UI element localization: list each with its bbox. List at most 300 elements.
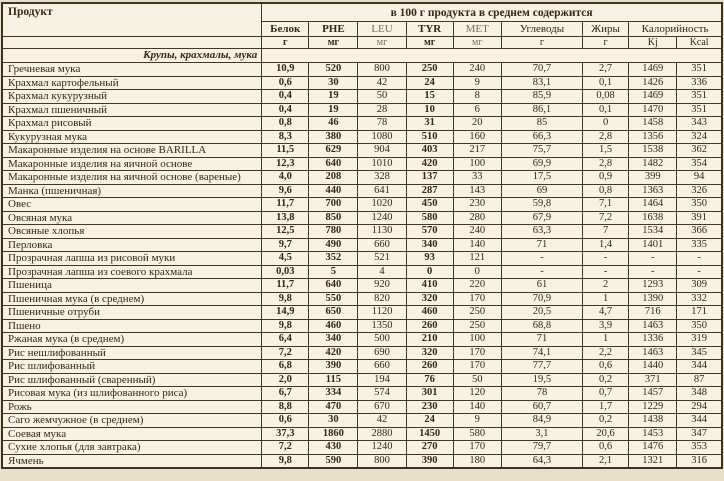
kj-cell: 1363: [629, 184, 677, 198]
kcal-cell: 362: [677, 144, 722, 158]
kj-cell: 1538: [629, 144, 677, 158]
column-header-phe: PHE: [309, 22, 358, 37]
product-name-cell: Макаронные изделия на основе BARILLA: [2, 144, 262, 158]
protein-cell: 7,2: [262, 346, 309, 360]
fats-cell: 0,6: [583, 360, 629, 374]
product-name-cell: Рожь: [2, 400, 262, 414]
nutrition-table: [1, 2, 723, 469]
leu-cell: 521: [358, 252, 406, 266]
tyr-cell: 250: [406, 63, 453, 77]
leu-cell: 328: [358, 171, 406, 185]
carbs-cell: 67,9: [501, 211, 582, 225]
kj-cell: 1390: [629, 292, 677, 306]
kj-cell: 1321: [629, 454, 677, 468]
leu-cell: 4: [358, 265, 406, 279]
product-name-cell: Перловка: [2, 238, 262, 252]
table-row: [2, 117, 722, 131]
kj-cell: 399: [629, 171, 677, 185]
carbs-cell: 19,5: [501, 373, 582, 387]
kcal-cell: 391: [677, 211, 722, 225]
table-row: [2, 76, 722, 90]
phe-cell: 1860: [309, 427, 358, 441]
product-name-cell: Пшеница: [2, 279, 262, 293]
kj-cell: 1336: [629, 333, 677, 347]
kj-cell: 1293: [629, 279, 677, 293]
table-header: [2, 3, 722, 63]
kj-cell: 1453: [629, 427, 677, 441]
kcal-cell: 350: [677, 319, 722, 333]
kcal-cell: 316: [677, 454, 722, 468]
product-name-cell: Пшеничная мука (в среднем): [2, 292, 262, 306]
tyr-cell: 260: [406, 360, 453, 374]
carbs-cell: 3,1: [501, 427, 582, 441]
table-row: [2, 279, 722, 293]
carbs-cell: 85: [501, 117, 582, 131]
tyr-cell: 24: [406, 414, 453, 428]
kcal-cell: 335: [677, 238, 722, 252]
table-row: [2, 427, 722, 441]
product-name-cell: Кукурузная мука: [2, 130, 262, 144]
carbs-cell: 86,1: [501, 103, 582, 117]
leu-cell: 1080: [358, 130, 406, 144]
carbs-cell: 17,5: [501, 171, 582, 185]
leu-cell: 2880: [358, 427, 406, 441]
carbs-cell: 85,9: [501, 90, 582, 104]
met-cell: 220: [453, 279, 501, 293]
table-row: [2, 306, 722, 320]
kcal-cell: 344: [677, 414, 722, 428]
product-column-header: Продукт: [2, 3, 262, 37]
phe-cell: 470: [309, 400, 358, 414]
protein-cell: 9,7: [262, 238, 309, 252]
column-header-leu: LEU: [358, 22, 406, 37]
kcal-cell: 347: [677, 427, 722, 441]
table-row: [2, 387, 722, 401]
fats-cell: 2,1: [583, 454, 629, 468]
met-cell: 33: [453, 171, 501, 185]
unit-tyr: мг: [406, 37, 453, 49]
product-name-cell: Овес: [2, 198, 262, 212]
product-name-cell: Рисовая мука (из шлифованного риса): [2, 387, 262, 401]
leu-cell: 641: [358, 184, 406, 198]
section-row-empty-cell: [262, 49, 722, 63]
tyr-cell: 93: [406, 252, 453, 266]
tyr-cell: 1450: [406, 427, 453, 441]
product-name-cell: Крахмал рисовый: [2, 117, 262, 131]
phe-cell: 520: [309, 63, 358, 77]
met-cell: 250: [453, 306, 501, 320]
kcal-cell: 351: [677, 103, 722, 117]
leu-cell: 500: [358, 333, 406, 347]
unit-carbs: г: [501, 37, 582, 49]
product-name-cell: Крахмал кукурузный: [2, 90, 262, 104]
tyr-cell: 410: [406, 279, 453, 293]
kj-cell: -: [629, 265, 677, 279]
protein-cell: 11,7: [262, 279, 309, 293]
table-row: [2, 400, 722, 414]
fats-cell: 7: [583, 225, 629, 239]
met-cell: 50: [453, 373, 501, 387]
kj-cell: 1463: [629, 319, 677, 333]
table-row: [2, 171, 722, 185]
table-row: [2, 144, 722, 158]
section-row: [2, 49, 722, 63]
table-body: [2, 63, 722, 469]
fats-cell: 0,08: [583, 90, 629, 104]
fats-cell: 3,9: [583, 319, 629, 333]
protein-cell: 0,6: [262, 76, 309, 90]
kj-cell: 1482: [629, 157, 677, 171]
kj-cell: 1464: [629, 198, 677, 212]
met-cell: 100: [453, 333, 501, 347]
phe-cell: 46: [309, 117, 358, 131]
kcal-cell: 345: [677, 346, 722, 360]
kj-cell: 1457: [629, 387, 677, 401]
carbs-cell: 60,7: [501, 400, 582, 414]
unit-protein: г: [262, 37, 309, 49]
kcal-cell: 336: [677, 76, 722, 90]
carbs-cell: 77,7: [501, 360, 582, 374]
product-name-cell: Ячмень: [2, 454, 262, 468]
carbs-cell: 61: [501, 279, 582, 293]
kcal-cell: 354: [677, 157, 722, 171]
met-cell: 250: [453, 319, 501, 333]
met-cell: 180: [453, 454, 501, 468]
protein-cell: 6,7: [262, 387, 309, 401]
table-row: [2, 63, 722, 77]
leu-cell: 28: [358, 103, 406, 117]
kj-cell: 1440: [629, 360, 677, 374]
fats-cell: 1,5: [583, 144, 629, 158]
carbs-cell: 70,7: [501, 63, 582, 77]
leu-cell: 920: [358, 279, 406, 293]
protein-cell: 0,4: [262, 90, 309, 104]
kcal-cell: 326: [677, 184, 722, 198]
phe-cell: 390: [309, 360, 358, 374]
kcal-cell: -: [677, 265, 722, 279]
kcal-cell: 343: [677, 117, 722, 131]
leu-cell: 194: [358, 373, 406, 387]
phe-cell: 850: [309, 211, 358, 225]
product-name-cell: Рис шлифованный: [2, 360, 262, 374]
carbs-cell: -: [501, 265, 582, 279]
kj-cell: 1534: [629, 225, 677, 239]
phe-cell: 420: [309, 346, 358, 360]
fats-cell: 2,8: [583, 130, 629, 144]
leu-cell: 670: [358, 400, 406, 414]
protein-cell: 11,5: [262, 144, 309, 158]
table-row: [2, 441, 722, 455]
protein-cell: 0,8: [262, 117, 309, 131]
table-row: [2, 454, 722, 468]
kj-cell: -: [629, 252, 677, 266]
met-cell: 160: [453, 130, 501, 144]
fats-cell: 4,7: [583, 306, 629, 320]
column-header-tyr: TYR: [406, 22, 453, 37]
fats-cell: 0,9: [583, 171, 629, 185]
met-cell: 100: [453, 157, 501, 171]
table-row: [2, 184, 722, 198]
carbs-cell: 20,5: [501, 306, 582, 320]
protein-cell: 6,8: [262, 360, 309, 374]
phe-cell: 19: [309, 90, 358, 104]
kcal-cell: 344: [677, 360, 722, 374]
phe-cell: 352: [309, 252, 358, 266]
carbs-cell: 75,7: [501, 144, 582, 158]
kj-cell: 1469: [629, 90, 677, 104]
product-name-cell: Пшено: [2, 319, 262, 333]
leu-cell: 660: [358, 238, 406, 252]
protein-cell: 0,6: [262, 414, 309, 428]
met-cell: 9: [453, 76, 501, 90]
kj-cell: 1463: [629, 346, 677, 360]
leu-cell: 690: [358, 346, 406, 360]
column-header-protein: Белок: [262, 22, 309, 37]
fats-cell: 0,7: [583, 387, 629, 401]
phe-cell: 640: [309, 279, 358, 293]
fats-cell: 1: [583, 333, 629, 347]
met-cell: 170: [453, 441, 501, 455]
tyr-cell: 24: [406, 76, 453, 90]
table-row: [2, 238, 722, 252]
phe-cell: 430: [309, 441, 358, 455]
unit-phe: мг: [309, 37, 358, 49]
protein-cell: 6,4: [262, 333, 309, 347]
kj-cell: 1470: [629, 103, 677, 117]
table-row: [2, 103, 722, 117]
carbs-cell: 79,7: [501, 441, 582, 455]
met-cell: 280: [453, 211, 501, 225]
kcal-cell: 332: [677, 292, 722, 306]
fats-cell: 2,8: [583, 157, 629, 171]
kcal-cell: 366: [677, 225, 722, 239]
kcal-cell: 309: [677, 279, 722, 293]
leu-cell: 50: [358, 90, 406, 104]
fats-cell: 20,6: [583, 427, 629, 441]
kcal-cell: 353: [677, 441, 722, 455]
kj-cell: 716: [629, 306, 677, 320]
tyr-cell: 301: [406, 387, 453, 401]
kcal-cell: 294: [677, 400, 722, 414]
carbs-cell: 64,3: [501, 454, 582, 468]
protein-cell: 11,7: [262, 198, 309, 212]
table-row: [2, 265, 722, 279]
met-cell: 240: [453, 225, 501, 239]
met-cell: 580: [453, 427, 501, 441]
phe-cell: 460: [309, 319, 358, 333]
tyr-cell: 403: [406, 144, 453, 158]
carbs-cell: 63,3: [501, 225, 582, 239]
product-name-cell: Макаронные изделия на яичной основе: [2, 157, 262, 171]
leu-cell: 800: [358, 63, 406, 77]
column-header-fats: Жиры: [583, 22, 629, 37]
product-name-cell: Ржаная мука (в среднем): [2, 333, 262, 347]
phe-cell: 700: [309, 198, 358, 212]
phe-cell: 115: [309, 373, 358, 387]
fats-cell: 2,7: [583, 63, 629, 77]
tyr-cell: 450: [406, 198, 453, 212]
protein-cell: 0,03: [262, 265, 309, 279]
carbs-cell: 84,9: [501, 414, 582, 428]
carbs-cell: 74,1: [501, 346, 582, 360]
product-name-cell: Сухие хлопья (для завтрака): [2, 441, 262, 455]
leu-cell: 1350: [358, 319, 406, 333]
table-row: [2, 211, 722, 225]
phe-cell: 440: [309, 184, 358, 198]
product-name-cell: Саго жемчужное (в среднем): [2, 414, 262, 428]
phe-cell: 340: [309, 333, 358, 347]
tyr-cell: 420: [406, 157, 453, 171]
protein-cell: 12,5: [262, 225, 309, 239]
product-name-cell: Рис нешлифованный: [2, 346, 262, 360]
product-name-cell: Соевая мука: [2, 427, 262, 441]
kj-cell: 1638: [629, 211, 677, 225]
column-header-met: MET: [453, 22, 501, 37]
phe-cell: 640: [309, 157, 358, 171]
tyr-cell: 0: [406, 265, 453, 279]
leu-cell: 820: [358, 292, 406, 306]
protein-cell: 8,3: [262, 130, 309, 144]
protein-cell: 10,9: [262, 63, 309, 77]
product-name-cell: Пшеничные отруби: [2, 306, 262, 320]
tyr-cell: 320: [406, 346, 453, 360]
carbs-cell: 71: [501, 333, 582, 347]
fats-cell: 0,6: [583, 441, 629, 455]
column-header-kj: Kj: [629, 37, 677, 49]
table-row: [2, 333, 722, 347]
kj-cell: 1401: [629, 238, 677, 252]
met-cell: 230: [453, 198, 501, 212]
leu-cell: 800: [358, 454, 406, 468]
leu-cell: 1130: [358, 225, 406, 239]
tyr-cell: 340: [406, 238, 453, 252]
phe-cell: 629: [309, 144, 358, 158]
protein-cell: 8,8: [262, 400, 309, 414]
per-100g-header: в 100 г продукта в среднем содержится: [262, 3, 722, 22]
header-row-units: [2, 37, 722, 49]
tyr-cell: 137: [406, 171, 453, 185]
tyr-cell: 320: [406, 292, 453, 306]
met-cell: 240: [453, 63, 501, 77]
protein-cell: 37,3: [262, 427, 309, 441]
protein-cell: 9,8: [262, 292, 309, 306]
protein-cell: 13,8: [262, 211, 309, 225]
kj-cell: 1426: [629, 76, 677, 90]
leu-cell: 42: [358, 76, 406, 90]
column-header-kcal: Kcal: [677, 37, 722, 49]
met-cell: 217: [453, 144, 501, 158]
tyr-cell: 210: [406, 333, 453, 347]
table-row: [2, 414, 722, 428]
table-row: [2, 360, 722, 374]
product-name-cell: Прозрачная лапша из соевого крахмала: [2, 265, 262, 279]
met-cell: 140: [453, 238, 501, 252]
fats-cell: 7,1: [583, 198, 629, 212]
kcal-cell: -: [677, 252, 722, 266]
unit-met: мг: [453, 37, 501, 49]
product-units-empty-cell: [2, 37, 262, 49]
product-name-cell: Гречневая мука: [2, 63, 262, 77]
section-title: Крупы, крахмалы, мука: [2, 49, 262, 63]
leu-cell: 1240: [358, 211, 406, 225]
kcal-cell: 87: [677, 373, 722, 387]
product-name-cell: Макаронные изделия на яичной основе (вареные): [2, 171, 262, 185]
product-name-cell: Овсяные хлопья: [2, 225, 262, 239]
product-name-cell: Прозрачная лапша из рисовой муки: [2, 252, 262, 266]
product-name-cell: Рис шлифованный (сваренный): [2, 373, 262, 387]
tyr-cell: 570: [406, 225, 453, 239]
phe-cell: 380: [309, 130, 358, 144]
phe-cell: 590: [309, 454, 358, 468]
kj-cell: 1458: [629, 117, 677, 131]
unit-fats: г: [583, 37, 629, 49]
protein-cell: 4,0: [262, 171, 309, 185]
kcal-cell: 350: [677, 198, 722, 212]
phe-cell: 19: [309, 103, 358, 117]
product-name-cell: Крахмал картофельный: [2, 76, 262, 90]
kj-cell: 1356: [629, 130, 677, 144]
met-cell: 20: [453, 117, 501, 131]
fats-cell: 1: [583, 292, 629, 306]
met-cell: 8: [453, 90, 501, 104]
met-cell: 170: [453, 360, 501, 374]
product-name-cell: Крахмал пшеничный: [2, 103, 262, 117]
fats-cell: -: [583, 265, 629, 279]
protein-cell: 4,5: [262, 252, 309, 266]
fats-cell: 2,2: [583, 346, 629, 360]
met-cell: 143: [453, 184, 501, 198]
column-header-calories: Калорийность: [629, 22, 722, 37]
carbs-cell: 68,8: [501, 319, 582, 333]
carbs-cell: -: [501, 252, 582, 266]
tyr-cell: 15: [406, 90, 453, 104]
phe-cell: 30: [309, 76, 358, 90]
carbs-cell: 59,8: [501, 198, 582, 212]
tyr-cell: 510: [406, 130, 453, 144]
tyr-cell: 76: [406, 373, 453, 387]
protein-cell: 12,3: [262, 157, 309, 171]
unit-leu: мг: [358, 37, 406, 49]
fats-cell: 7,2: [583, 211, 629, 225]
met-cell: 120: [453, 387, 501, 401]
fats-cell: 0,2: [583, 373, 629, 387]
phe-cell: 490: [309, 238, 358, 252]
tyr-cell: 460: [406, 306, 453, 320]
kj-cell: 1438: [629, 414, 677, 428]
protein-cell: 14,9: [262, 306, 309, 320]
kcal-cell: 324: [677, 130, 722, 144]
phe-cell: 30: [309, 414, 358, 428]
tyr-cell: 270: [406, 441, 453, 455]
tyr-cell: 230: [406, 400, 453, 414]
table-row: [2, 373, 722, 387]
tyr-cell: 10: [406, 103, 453, 117]
table-row: [2, 319, 722, 333]
carbs-cell: 78: [501, 387, 582, 401]
fats-cell: 0,2: [583, 414, 629, 428]
phe-cell: 550: [309, 292, 358, 306]
kcal-cell: 319: [677, 333, 722, 347]
fats-cell: 0,8: [583, 184, 629, 198]
phe-cell: 5: [309, 265, 358, 279]
table-row: [2, 198, 722, 212]
met-cell: 121: [453, 252, 501, 266]
fats-cell: -: [583, 252, 629, 266]
kj-cell: 1229: [629, 400, 677, 414]
leu-cell: 42: [358, 414, 406, 428]
protein-cell: 2,0: [262, 373, 309, 387]
product-name-cell: Манка (пшеничная): [2, 184, 262, 198]
